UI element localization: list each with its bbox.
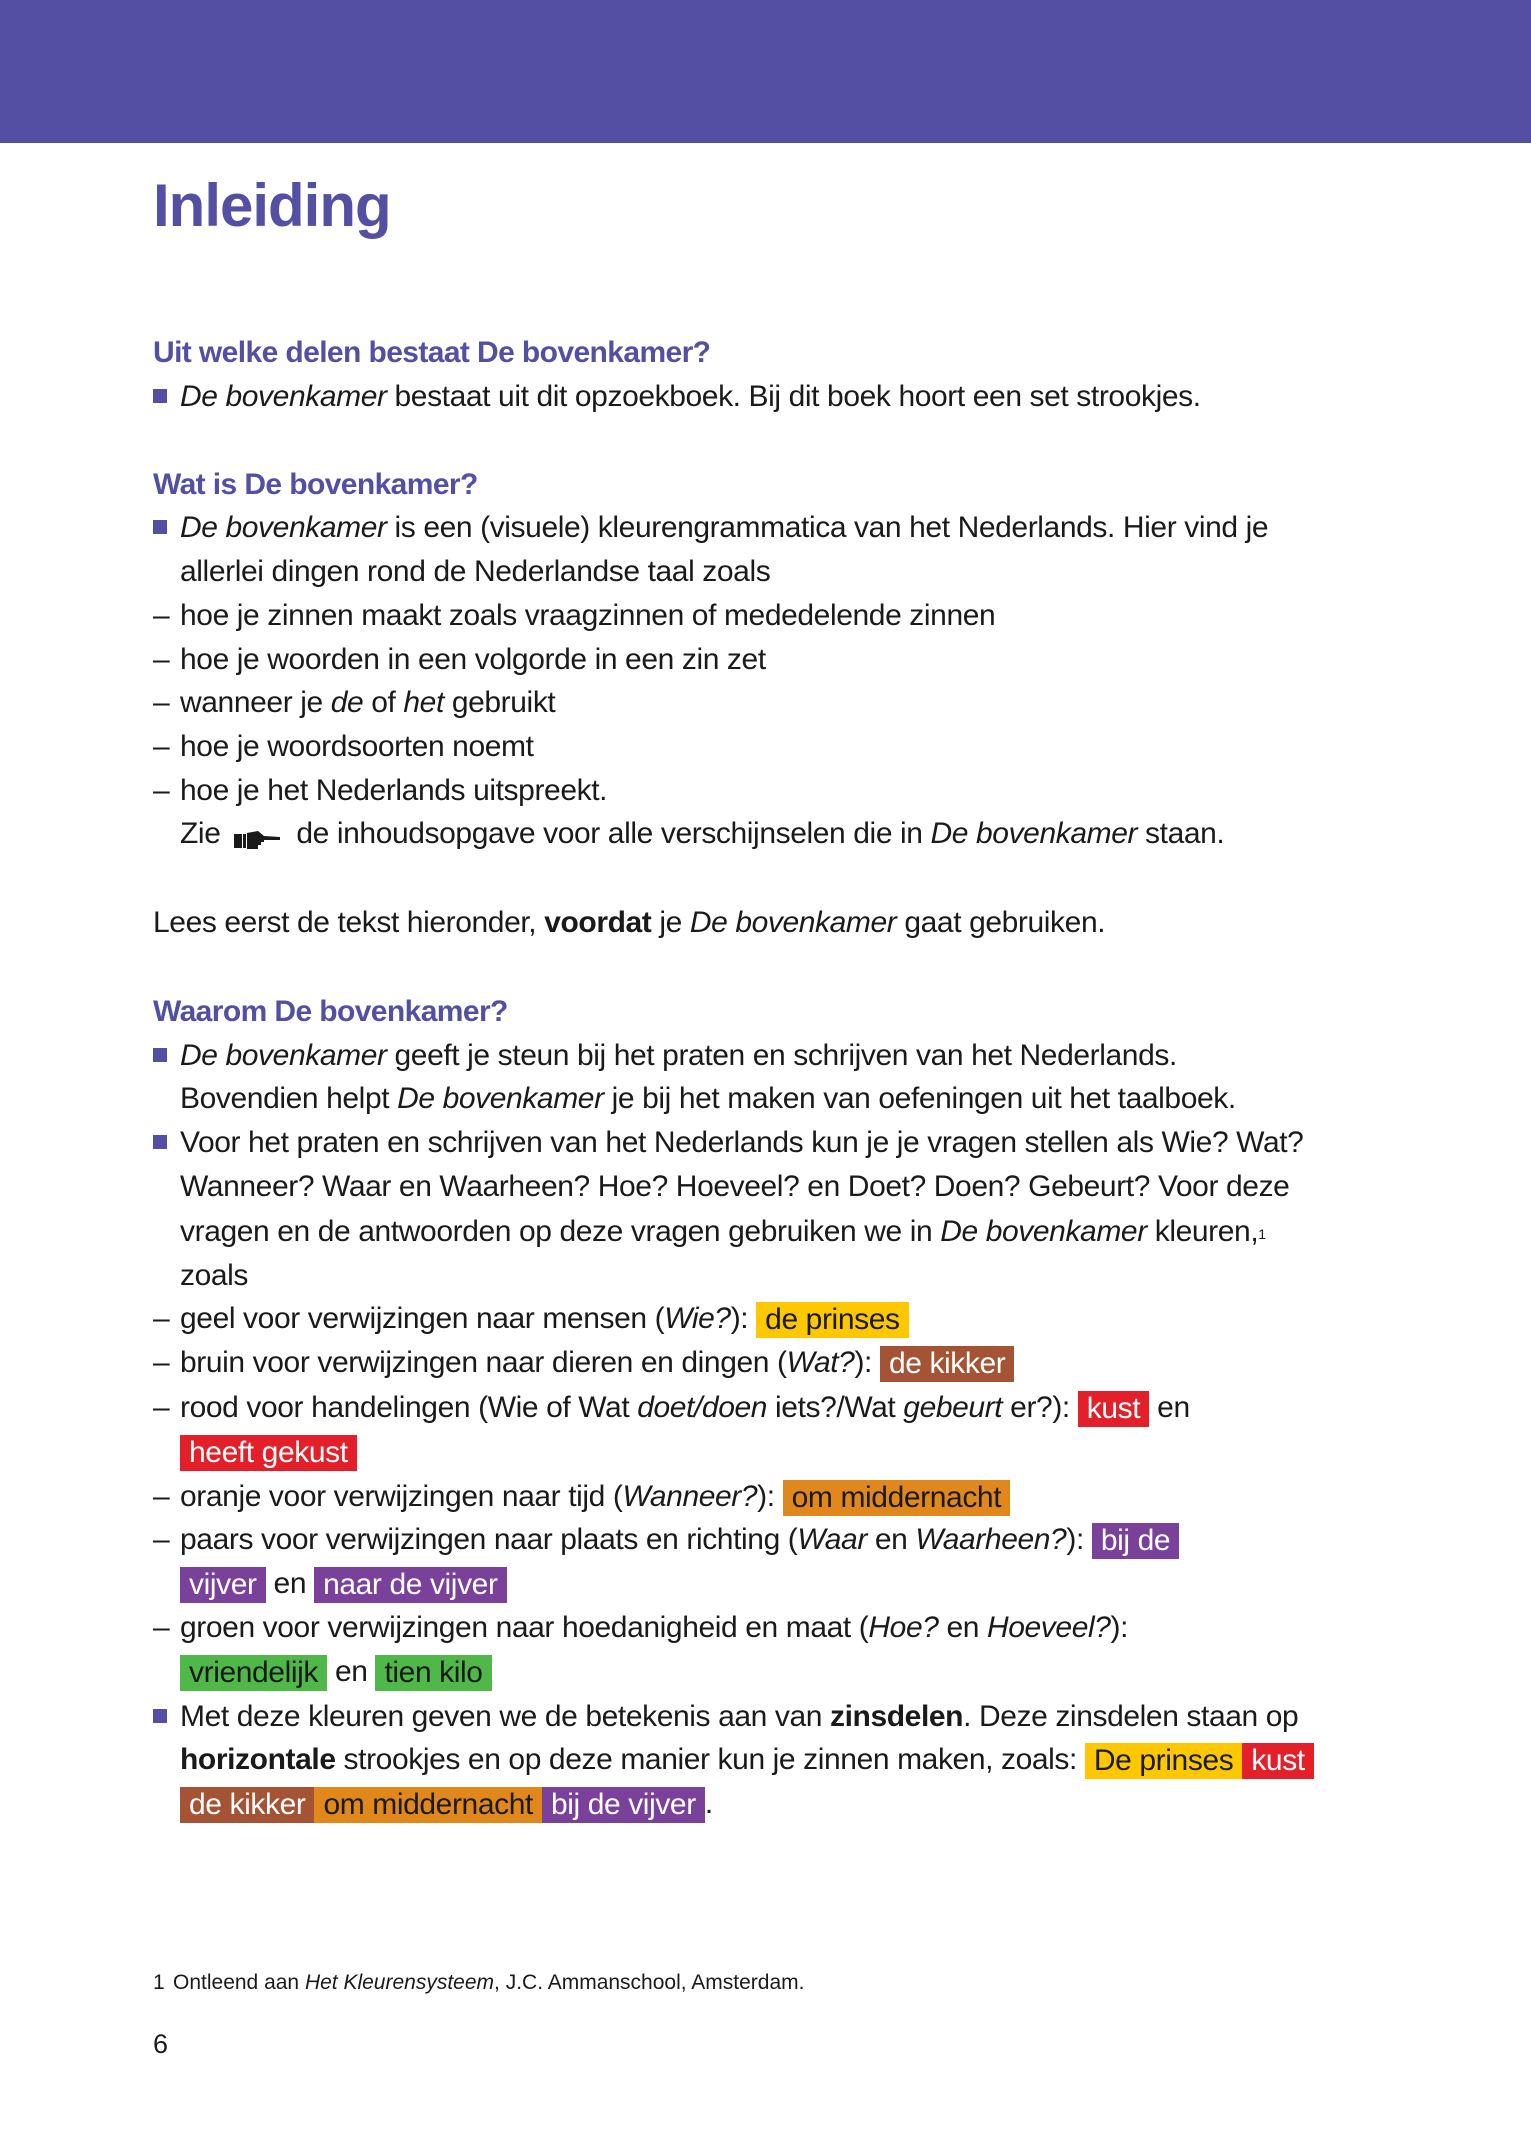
- dash-item: – wanneer je de of het gebruikt: [153, 686, 556, 719]
- list-item-continuation: zoals: [180, 1259, 249, 1292]
- header-banner: [0, 0, 1531, 143]
- list-item: Voor het praten en schrijven van het Nederlands kun je je vragen stellen als Wie? Wat?: [153, 1121, 1303, 1165]
- color-item-red-continuation: [180, 1430, 357, 1474]
- color-item-orange: – oranje voor verwijzingen naar tijd (Wanneer?): om middernacht: [153, 1475, 1010, 1519]
- footnote-reference[interactable]: 1: [1258, 1226, 1266, 1242]
- reading-instruction: Lees eerst de tekst hieronder, voordat je De bovenkamer gaat gebruiken.: [153, 906, 1106, 939]
- list-item-continuation: Bovendien helpt De bovenkamer je bij het maken van oefeningen uit het taalboek.: [180, 1082, 1236, 1115]
- footnote: 1 Ontleend aan Het Kleurensysteem, J.C. Ammanschool, Amsterdam.: [153, 1968, 804, 1998]
- section-heading-parts: Uit welke delen bestaat De bovenkamer?: [153, 336, 711, 369]
- see-reference: Zie de inhoudsopgave voor alle verschijnselen die in De bovenkamer staan.: [180, 817, 1225, 850]
- highlight-red: heeft gekust: [180, 1435, 357, 1471]
- highlight-purple: vijver: [180, 1567, 266, 1603]
- highlight-green: tien kilo: [375, 1655, 491, 1691]
- page-title: Inleiding: [153, 172, 391, 239]
- color-item-green-continuation: vriendelijk en tien kilo: [180, 1650, 492, 1694]
- dash-item: – hoe je woorden in een volgorde in een zin zet: [153, 643, 766, 676]
- highlight-purple: naar de vijver: [314, 1567, 507, 1603]
- highlight-green: vriendelijk: [180, 1655, 327, 1691]
- color-item-green: – groen voor verwijzingen naar hoedanigheid en maat (Hoe? en Hoeveel?):: [153, 1611, 1129, 1644]
- highlight-brown: de kikker: [880, 1346, 1014, 1382]
- dash-item: – hoe je woordsoorten noemt: [153, 730, 534, 763]
- bullet-square-icon: [153, 1048, 167, 1062]
- bullet-square-icon: [153, 1135, 167, 1149]
- sentence-part-purple: bij de vijver: [542, 1787, 705, 1823]
- bullet-square-icon: [153, 520, 167, 534]
- example-sentence: de kikker om middernacht bij de vijver .: [180, 1782, 713, 1826]
- sentence-part-red: kust: [1242, 1743, 1313, 1779]
- list-item: Met deze kleuren geven we de betekenis aan van zinsdelen. Deze zinsdelen staan op: [153, 1695, 1298, 1739]
- color-item-red: – rood voor handelingen (Wie of Wat doet/doen iets?/Wat gebeurt er?): kust en: [153, 1391, 1190, 1426]
- highlight-purple: bij de: [1092, 1523, 1179, 1559]
- footnote-number: 1: [153, 1971, 165, 1994]
- bullet-square-icon: [153, 389, 167, 403]
- list-item-continuation: vragen en de antwoorden op deze vragen gebruiken we in De bovenkamer kleuren,$^1$: [180, 1215, 1266, 1248]
- list-item-continuation: horizontale strookjes en op deze manier kun je zinnen maken, zoals: De prinses kust: [180, 1738, 1314, 1782]
- list-item: De bovenkamer is een (visuele) kleurengrammatica van het Nederlands. Hier vind je: [153, 506, 1268, 550]
- bullet-square-icon: [153, 1709, 167, 1723]
- sentence-part-orange: om middernacht: [314, 1787, 542, 1823]
- page-number: 6: [153, 2029, 169, 2059]
- list-item: De bovenkamer bestaat uit dit opzoekboek. Bij dit boek hoort een set strookjes.: [153, 375, 1201, 419]
- highlight-orange: om middernacht: [783, 1480, 1011, 1516]
- highlight-yellow: de prinses: [756, 1302, 908, 1338]
- list-item-continuation: allerlei dingen rond de Nederlandse taal zoals: [180, 555, 771, 588]
- list-item-continuation: Wanneer? Waar en Waarheen? Hoe? Hoeveel? en Doet? Doen? Gebeurt? Voor deze: [180, 1170, 1290, 1203]
- color-item-purple: – paars voor verwijzingen naar plaats en richting (Waar en Waarheen?): bij de: [153, 1518, 1179, 1562]
- highlight-red: kust: [1078, 1391, 1149, 1427]
- color-item-brown: – bruin voor verwijzingen naar dieren en dingen (Wat?): de kikker: [153, 1341, 1014, 1385]
- section-heading-what: Wat is De bovenkamer?: [153, 468, 478, 501]
- color-item-yellow: – geel voor verwijzingen naar mensen (Wie?): de prinses: [153, 1297, 909, 1341]
- dash-item: – hoe je zinnen maakt zoals vraagzinnen of mededelende zinnen: [153, 599, 996, 632]
- section-heading-why: Waarom De bovenkamer?: [153, 995, 508, 1028]
- sentence-part-brown: de kikker: [180, 1787, 314, 1823]
- color-item-purple-continuation: vijver en naar de vijver: [180, 1562, 507, 1606]
- list-item: De bovenkamer geeft je steun bij het praten en schrijven van het Nederlands.: [153, 1034, 1177, 1078]
- sentence-part-yellow: De prinses: [1085, 1743, 1242, 1779]
- dash-item: – hoe je het Nederlands uitspreekt.: [153, 774, 608, 807]
- pointing-hand-icon: [234, 822, 282, 848]
